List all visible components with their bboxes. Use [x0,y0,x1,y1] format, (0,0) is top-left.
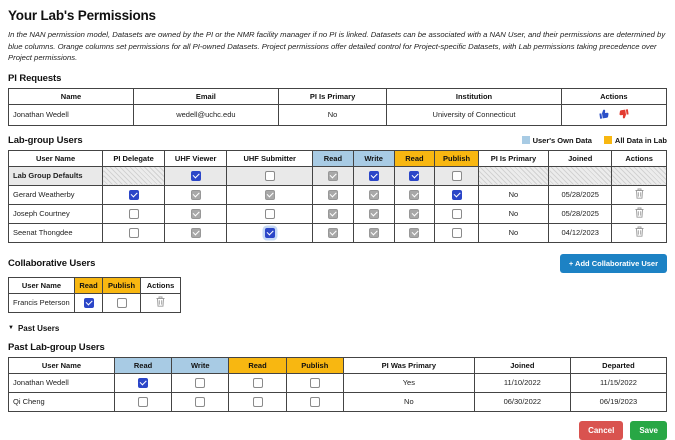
col-header-uhf_viewer: UHF Viewer [164,150,227,166]
footer-actions [8,421,667,440]
read_lab-checkbox[interactable] [409,171,419,181]
table-row [9,185,667,204]
write_own-checkbox [369,228,379,238]
read_own-checkbox [328,209,338,219]
write_own-cell [353,166,394,185]
pi_delegate-checkbox[interactable] [129,228,139,238]
read_own-cell [312,223,353,242]
joined-cell: 05/28/2025 [549,204,612,223]
name-cell: Gerard Weatherby [9,185,103,204]
legend-label: All Data in Lab [614,135,667,145]
publish_lab-checkbox[interactable] [452,209,462,219]
write_own-checkbox [369,190,379,200]
pi_delegate-cell [103,185,165,204]
table-row [9,373,667,392]
read_lab-checkbox [409,209,419,219]
col-header-departed: Departed [570,357,666,373]
lab-group-users-heading: Lab-group Users [8,134,83,146]
read_own-cell [114,373,171,392]
col-header-publish_lab: Publish [435,150,478,166]
delete-user-button[interactable] [156,296,165,307]
delete-user-button[interactable] [635,226,644,237]
actions-cell [612,204,667,223]
lab-group-section-header [8,135,667,146]
name-cell: Lab Group Defaults [9,166,103,185]
publish_lab-checkbox[interactable] [452,171,462,181]
col-header-name: User Name [9,277,75,293]
col-header-name: User Name [9,150,103,166]
pi_delegate-cell [103,166,165,185]
read_own-checkbox[interactable] [138,397,148,407]
primary-cell [478,166,548,185]
name-cell: Qi Cheng [9,392,115,411]
joined-cell: 11/10/2022 [474,373,570,392]
read_own-checkbox [328,171,338,181]
col-header-write_own: Write [353,150,394,166]
past-users-toggle-label: Past Users [17,323,60,333]
collaborative-users-table [8,277,181,313]
blue-swatch-icon [522,136,530,144]
read_lab-checkbox[interactable] [253,378,263,388]
departed-cell: 11/15/2022 [570,373,666,392]
col-header-actions: Actions [561,88,666,104]
col-header-read_own: Read [114,357,171,373]
past-lab-group-users-heading: Past Lab-group Users [8,341,105,353]
publish_lab-checkbox[interactable] [452,228,462,238]
write_own-checkbox[interactable] [195,397,205,407]
pi_delegate-checkbox[interactable] [129,190,139,200]
col-header-publish: Publish [103,277,141,293]
uhf_submitter-checkbox[interactable] [265,228,275,238]
deny-thumbs-down-icon[interactable] [617,108,629,119]
publish_lab-checkbox[interactable] [310,397,320,407]
read_lab-cell [394,223,435,242]
uhf_viewer-cell [164,204,227,223]
col-header-read_lab: Read [229,357,286,373]
primary-cell: Yes [343,373,474,392]
pi_delegate-cell [103,204,165,223]
uhf_viewer-checkbox [191,190,201,200]
col-header-primary: PI Was Primary [343,357,474,373]
publish_lab-cell [286,373,343,392]
read_own-cell [312,185,353,204]
primary-cell: No [478,204,548,223]
primary-cell: No [278,104,387,125]
table-row [9,392,667,411]
read_lab-checkbox [409,228,419,238]
read-cell [75,293,103,312]
publish_lab-cell [435,185,478,204]
col-header-uhf_submitter: UHF Submitter [227,150,313,166]
add-collaborative-user-button[interactable]: + Add Collaborative User [560,254,667,273]
col-header-primary: PI Is Primary [278,88,387,104]
write_own-checkbox[interactable] [369,171,379,181]
trash-icon [635,188,644,199]
name-cell: Jonathan Wedell [9,104,134,125]
write_own-cell [353,223,394,242]
trash-icon [635,226,644,237]
read_lab-cell [394,185,435,204]
header-row [9,88,667,104]
header-row [9,357,667,373]
write_own-checkbox[interactable] [195,378,205,388]
pi-requests-table [8,88,667,126]
col-header-joined: Joined [474,357,570,373]
uhf_viewer-cell [164,185,227,204]
read_own-cell [312,204,353,223]
col-header-email: Email [134,88,279,104]
approve-thumbs-up-icon[interactable] [598,108,610,119]
cancel-button[interactable]: Cancel [579,421,623,440]
uhf_submitter-cell [227,166,313,185]
uhf_submitter-checkbox[interactable] [265,209,275,219]
uhf_submitter-cell [227,223,313,242]
header-row [9,277,181,293]
publish_lab-cell [435,166,478,185]
read_own-cell [312,166,353,185]
pi_delegate-cell [103,223,165,242]
email-cell: wedell@uchc.edu [134,104,279,125]
joined-cell: 04/12/2023 [549,223,612,242]
uhf_submitter-cell [227,185,313,204]
actions-cell [612,223,667,242]
read_lab-cell [229,392,286,411]
legend-label: User's Own Data [532,135,592,145]
col-header-joined: Joined [549,150,612,166]
name-cell: Joseph Courtney [9,204,103,223]
legend-all-data-in-lab [604,136,667,145]
read_own-checkbox [328,228,338,238]
read_own-checkbox [328,190,338,200]
pi-requests-section-header [8,73,667,84]
publish-cell [103,293,141,312]
name-cell: Jonathan Wedell [9,373,115,392]
table-row [9,223,667,242]
uhf_viewer-checkbox[interactable] [191,171,201,181]
col-header-read_lab: Read [394,150,435,166]
past-lab-group-section-header [8,342,667,353]
trash-icon [635,207,644,218]
delete-user-button[interactable] [635,188,644,199]
uhf_submitter-cell [227,204,313,223]
col-header-primary: PI Is Primary [478,150,548,166]
name-cell: Seenat Thongdee [9,223,103,242]
write_own-cell [172,392,229,411]
chevron-down-icon: ▼ [8,325,14,332]
read_own-cell [114,392,171,411]
col-header-read_own: Read [312,150,353,166]
primary-cell: No [343,392,474,411]
publish_lab-checkbox[interactable] [452,190,462,200]
name-cell: Francis Peterson [9,293,75,312]
col-header-actions: Actions [141,277,181,293]
table-row [9,204,667,223]
pi_delegate-checkbox[interactable] [129,209,139,219]
orange-swatch-icon [604,136,612,144]
actions-cell [612,185,667,204]
write_own-cell [172,373,229,392]
intro-text: In the NAN permission model, Datasets are owned by the PI or the NMR facility manager if no PI is linked. Datasets can be associated with a NAN User, and their permissions are determined by blue columns. Orange columns set permissions for all PI-owned Datasets. Project permissions offer detailed control for Project-specific Datasets, with Lab permissions taking precedence over Project permissions. [8,30,666,63]
read_lab-cell [229,373,286,392]
write_own-cell [353,204,394,223]
past-users-toggle[interactable] [8,324,667,333]
col-header-actions: Actions [612,150,667,166]
primary-cell: No [478,185,548,204]
departed-cell: 06/19/2023 [570,392,666,411]
uhf_viewer-cell [164,223,227,242]
read_lab-checkbox[interactable] [253,397,263,407]
col-header-read: Read [75,277,103,293]
col-header-institution: Institution [387,88,561,104]
table-row [9,104,667,125]
read_lab-checkbox [409,190,419,200]
header-row [9,150,667,166]
uhf_viewer-cell [164,166,227,185]
joined-cell: 05/28/2025 [549,185,612,204]
read_lab-cell [394,204,435,223]
delete-user-button[interactable] [635,207,644,218]
col-header-write_own: Write [172,357,229,373]
uhf_viewer-checkbox [191,209,201,219]
uhf_submitter-checkbox [265,190,275,200]
collaborative-section-header [8,254,667,273]
publish_lab-cell [286,392,343,411]
save-button[interactable]: Save [630,421,667,440]
uhf_viewer-checkbox [191,228,201,238]
pi-requests-heading: PI Requests [8,72,62,84]
legend-users-own-data [522,136,592,145]
uhf_submitter-checkbox[interactable] [265,171,275,181]
write_own-cell [353,185,394,204]
write_own-checkbox [369,209,379,219]
col-header-name: User Name [9,357,115,373]
institution-cell: University of Connecticut [387,104,561,125]
col-header-publish_lab: Publish [286,357,343,373]
page-title: Your Lab's Permissions [8,8,156,23]
col-header-name: Name [9,88,134,104]
past-lab-group-users-table [8,357,667,412]
col-header-pi_delegate: PI Delegate [103,150,165,166]
actions-cell [561,104,666,125]
read_own-checkbox[interactable] [138,378,148,388]
publish-checkbox[interactable] [117,298,127,308]
table-row [9,166,667,185]
collaborative-users-heading: Collaborative Users [8,257,96,269]
trash-icon [156,296,165,307]
joined-cell: 06/30/2022 [474,392,570,411]
column-legend [522,136,667,145]
table-row [9,293,181,312]
actions-cell [612,166,667,185]
publish_lab-cell [435,223,478,242]
lab-group-users-table [8,150,667,243]
joined-cell [549,166,612,185]
publish_lab-checkbox[interactable] [310,378,320,388]
read_lab-cell [394,166,435,185]
read-checkbox[interactable] [84,298,94,308]
actions-cell [141,293,181,312]
primary-cell: No [478,223,548,242]
publish_lab-cell [435,204,478,223]
request-actions [599,109,629,119]
